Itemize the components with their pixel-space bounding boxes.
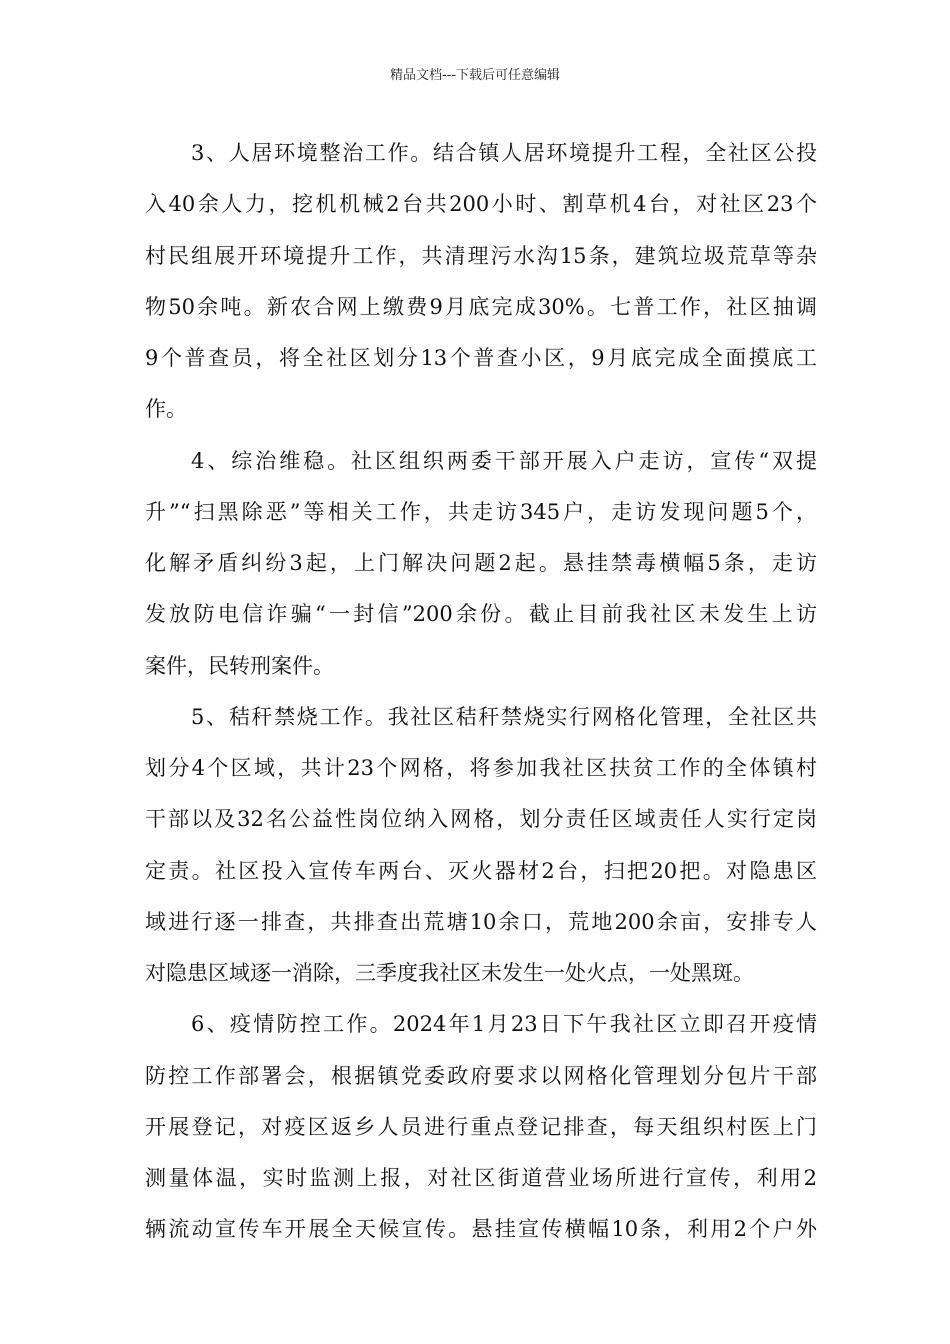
- paragraph-5-straw-burning-ban: [145, 697, 817, 1005]
- text-line: 辆流动宣传车开展全天候宣传。悬挂宣传横幅10条，利用2个户外: [145, 1217, 817, 1242]
- document-body: [145, 133, 817, 1261]
- paragraph-4-stability: [145, 441, 817, 697]
- text-line: 村民组展开环境提升工作，共清理污水沟15条，建筑垃圾荒草等杂: [145, 243, 817, 268]
- text-line: 案件，民转刑案件。: [145, 653, 334, 678]
- paragraph-3-living-environment: [145, 133, 817, 441]
- text-line: 3、人居环境整治工作。结合镇人居环境提升工程，全社区公投: [191, 141, 817, 165]
- text-line: 开展登记，对疫区返乡人员进行重点登记排查，每天组织村医上门: [145, 1114, 817, 1139]
- text-line: 9个普查员，将全社区划分13个普查小区，9月底完成全面摸底工: [145, 346, 817, 370]
- text-line: 划分4个区域，共计23个网格，将参加我社区扶贫工作的全体镇村: [145, 756, 817, 780]
- text-line: 化解矛盾纠纷3起，上门解决问题2起。悬挂禁毒横幅5条，走访: [145, 551, 817, 575]
- text-line: 物50余吨。新农合网上缴费9月底完成30%。七普工作，社区抽调: [145, 294, 817, 319]
- paragraph-6-epidemic-control: [145, 1004, 817, 1260]
- text-line: 测量体温，实时监测上报，对社区街道营业场所进行宣传，利用2: [145, 1166, 817, 1190]
- text-line: 作。: [145, 397, 187, 422]
- text-line: 域进行逐一排查，共排查出荒塘10余口，荒地200余亩，安排专人: [145, 909, 817, 934]
- text-line: 入40余人力，挖机机械2台共200小时、割草机4台，对社区23个: [145, 192, 817, 217]
- text-line: 对隐患区域逐一消除，三季度我社区未发生一处火点，一处黑斑。: [145, 961, 754, 985]
- text-line: 升”“扫黑除恶”等相关工作，共走访345户，走访发现问题5个，: [145, 499, 817, 524]
- text-line: 5、秸秆禁烧工作。我社区秸秆禁烧实行网格化管理，全社区共: [191, 704, 817, 729]
- text-line: 定责。社区投入宣传车两台、灭火器材2台，扫把20把。对隐患区: [145, 858, 817, 883]
- text-line: 干部以及32名公益性岗位纳入网格，划分责任区域责任人实行定岗: [145, 807, 817, 832]
- text-line: 4、综治维稳。社区组织两委干部开展入户走访，宣传“双提: [191, 448, 817, 473]
- text-line: 防控工作部署会，根据镇党委政府要求以网格化管理划分包片干部: [145, 1063, 817, 1088]
- text-line: 6、疫情防控工作。2024年1月23日下午我社区立即召开疫情: [191, 1012, 817, 1037]
- page-header: 精品文档---下载后可任意编辑: [389, 68, 561, 83]
- text-line: 发放防电信诈骗“一封信”200余份。截止目前我社区未发生上访: [145, 602, 817, 627]
